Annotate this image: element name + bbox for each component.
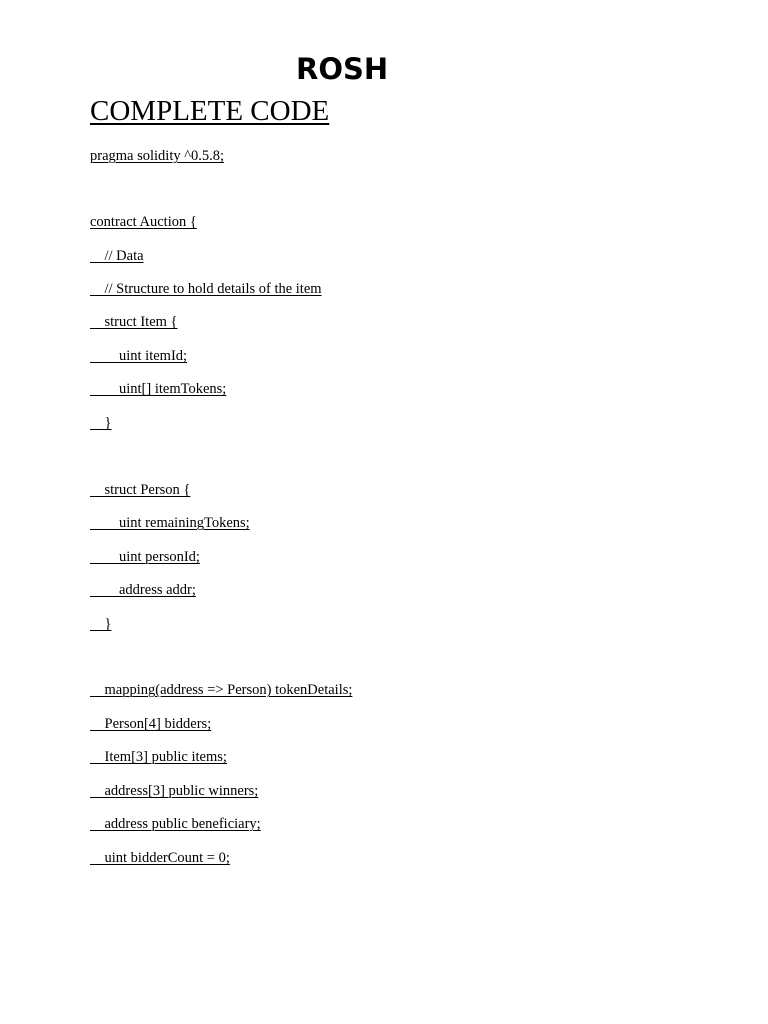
code-line: address public beneficiary; xyxy=(90,816,261,832)
code-line: // Data xyxy=(90,248,144,264)
code-line: uint itemId; xyxy=(90,348,188,364)
code-line: uint remainingTokens; xyxy=(90,515,250,531)
code-line: pragma solidity ^0.5.8; xyxy=(90,148,225,164)
code-line: address[3] public winners; xyxy=(90,783,259,799)
code-line: uint bidderCount = 0; xyxy=(90,850,230,866)
code-line: Person[4] bidders; xyxy=(90,716,212,732)
code-line: mapping(address => Person) tokenDetails; xyxy=(90,682,353,698)
code-line: // Structure to hold details of the item xyxy=(90,281,322,297)
code-line: contract Auction { xyxy=(90,214,197,230)
code-line: struct Item { xyxy=(90,314,178,330)
code-line: struct Person { xyxy=(90,482,191,498)
code-line: Item[3] public items; xyxy=(90,749,227,765)
document-title: COMPLETE CODE xyxy=(90,95,330,127)
code-line: uint[] itemTokens; xyxy=(90,381,227,397)
code-line: } xyxy=(90,415,112,431)
code-line: uint personId; xyxy=(90,549,200,565)
code-line: } xyxy=(90,616,112,632)
code-line: address addr; xyxy=(90,582,196,598)
author-name: ROSH xyxy=(296,52,389,86)
